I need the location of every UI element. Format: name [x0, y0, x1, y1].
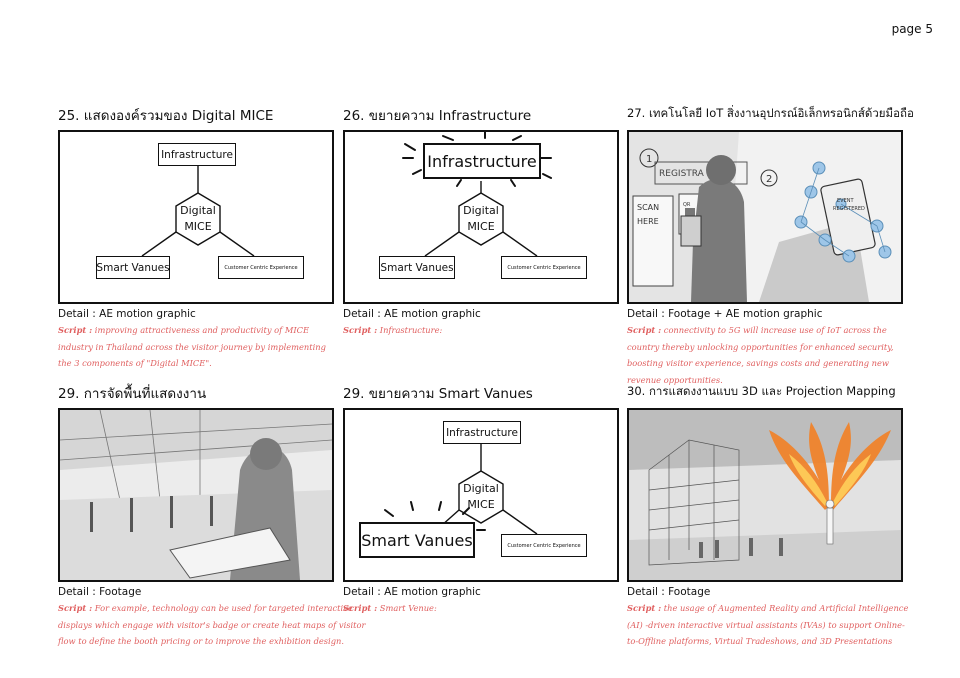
panel-title: 27. เทคโนโลยี IoT สิ่งงานอุปกรณ์อิเล็กทรอนิกส์ด้วยมือถือ: [627, 106, 914, 120]
panel-detail: Detail : Footage: [58, 586, 142, 598]
infrastructure-box: Infrastructure: [443, 421, 521, 444]
script-text: Infrastructure:: [377, 325, 443, 335]
exhibition-hall-sketch: [60, 410, 332, 580]
sketch-event: EVENT: [837, 198, 854, 204]
script-text: connectivity to 5G will increase use of IoT across the country thereby unlocking opportunities for enhanced security, boosting visitor experience, savings costs and generating new revenue opportunities.: [627, 325, 894, 385]
panel-script: [627, 600, 909, 650]
digital-mice-label: [451, 481, 511, 513]
script-label: Script :: [627, 603, 662, 613]
panel-detail: Detail : Footage: [627, 586, 711, 598]
diagram-frame: [343, 130, 619, 304]
digital-text: Digital: [180, 204, 216, 217]
script-label: Script :: [58, 603, 93, 613]
digital-text: Digital: [463, 204, 499, 217]
mice-text: MICE: [184, 220, 212, 233]
script-label: Script :: [343, 325, 378, 335]
sketch-scan: SCAN: [637, 203, 660, 212]
customer-experience-box: Customer Centric Experience: [218, 256, 304, 279]
smart-vanues-box: Smart Vanues: [96, 256, 170, 279]
panel-script: [58, 322, 340, 372]
iot-sketch-frame: [627, 130, 903, 304]
panel-detail: Detail : Footage + AE motion graphic: [627, 308, 823, 320]
customer-experience-box: Customer Centric Experience: [501, 256, 587, 279]
mice-text: MICE: [467, 220, 495, 233]
digital-mice-label: [451, 203, 511, 235]
sketch-qr: QR: [683, 202, 691, 208]
script-text: For example, technology can be used for targeted interactive displays which engage with visitor's badge or create heat maps of visitor flow to define the booth pricing or to improve the exhibition design.: [58, 603, 366, 646]
script-text: the usage of Augmented Reality and Artificial Intelligence (AI) -driven interactive virtual assistants (IVAs) to support Online-to-Offline platforms, Virtual Tradeshows, and 3D Presentations: [627, 603, 909, 646]
panel-detail: Detail : AE motion graphic: [343, 586, 481, 598]
diagram-frame: [343, 408, 619, 582]
smart-vanues-box: Smart Vanues: [379, 256, 455, 279]
projection-sketch-frame: [627, 408, 903, 582]
script-label: Script :: [343, 603, 378, 613]
sketch-num-2: 2: [766, 174, 773, 185]
diagram-frame: [58, 130, 334, 304]
sketch-registered: REGISTERED: [833, 206, 865, 212]
panel-detail: Detail : AE motion graphic: [58, 308, 196, 320]
projection-mapping-sketch: [629, 410, 901, 580]
smart-vanues-box: Smart Vanues: [359, 522, 475, 558]
sketch-num-1: 1: [646, 154, 653, 165]
sketch-here: HERE: [637, 217, 659, 226]
panel-title: 25. แสดงองค์รวมของ Digital MICE: [58, 108, 274, 124]
digital-mice-label: [168, 203, 228, 235]
panel-detail: Detail : AE motion graphic: [343, 308, 481, 320]
script-text: Smart Venue:: [377, 603, 437, 613]
panel-title: 29. การจัดพื้นที่แสดงงาน: [58, 386, 207, 402]
exhibition-sketch-frame: [58, 408, 334, 582]
customer-experience-box: Customer Centric Experience: [501, 534, 587, 557]
mice-text: MICE: [467, 498, 495, 511]
iot-phone-sketch: [629, 132, 901, 302]
panel-script: [58, 600, 368, 650]
panel-script: [627, 322, 909, 388]
script-label: Script :: [627, 325, 662, 335]
panel-title: 30. การแสดงงานแบบ 3D และ Projection Mapping: [627, 384, 896, 398]
panel-title: 29. ขยายความ Smart Vanues: [343, 386, 533, 402]
panel-title: 26. ขยายความ Infrastructure: [343, 108, 532, 124]
infrastructure-box: Infrastructure: [158, 143, 236, 166]
panel-script: [343, 322, 625, 339]
script-text: improving attractiveness and productivity of MICE industry in Thailand across the visitor journey by implementing the 3 components of "Digital MICE".: [58, 325, 326, 368]
panel-script: [343, 600, 625, 617]
sketch-registra: REGISTRA: [659, 169, 704, 179]
script-label: Script :: [58, 325, 93, 335]
digital-text: Digital: [463, 482, 499, 495]
infrastructure-box: Infrastructure: [423, 143, 541, 179]
page-number: page 5: [891, 22, 933, 36]
